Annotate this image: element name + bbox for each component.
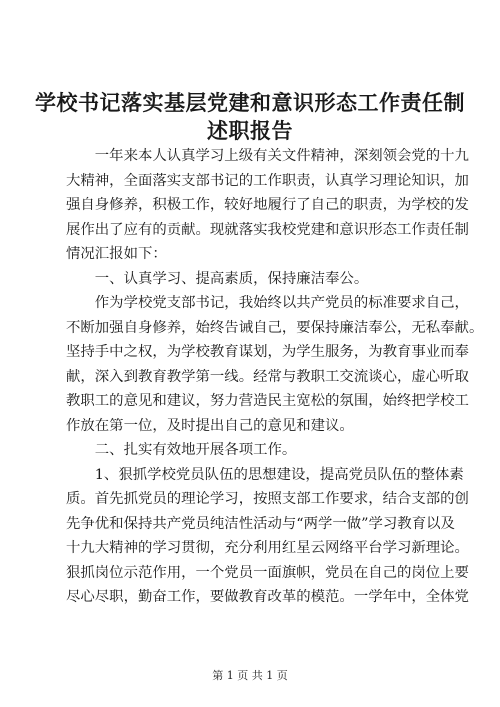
body-text-line: 教职工的意见和建议，努力营造民主宽松的氛围，始终把学校工 [66,393,469,409]
body-text-line: 先争优和保持共产党员纯洁性活动与“两学一做”学习教育以及 [66,515,455,532]
page-footer: 第 1 页 共 1 页 [212,669,288,682]
body-text-line: 一年来本人认真学习上级有关文件精神，深刻领会党的十九 [66,148,469,164]
body-text-line: 大精神，全面落实支部书记的工作职责，认真学习理论知识，加 [66,172,469,189]
body-text-line: 狠抓岗位示范作用，一个党员一面旗帜，党员在自己的岗位上要 [66,564,469,581]
body-text-line: 质。首先抓党员的理论学习，按照支部工作要求，结合支部的创 [66,491,469,507]
body-text-line: 强自身修养，积极工作，较好地履行了自己的职责，为学校的发 [66,197,469,213]
document-title-line-1: 学校书记落实基层党建和意识形态工作责任制 [35,90,465,115]
body-text-line: 作为学校党支部书记，我始终以共产党员的标准要求自己， [66,295,469,311]
body-text-line: 1、狠抓学校党员队伍的思想建设，提高党员队伍的整体素 [66,466,464,483]
body-text-line: 坚持手中之权，为学校教育谋划，为学生服务，为教育事业而奉 [66,344,469,360]
document-title-line-2: 述职报告 [207,118,293,143]
body-text-line: 情况汇报如下： [66,246,167,262]
body-text-line: 展作出了应有的贡献。现就落实我校党建和意识形态工作责任制 [66,221,469,238]
document-body [66,144,484,610]
body-text-line: 不断加强自身修养，始终告诫自己，要保持廉洁奉公，无私奉献。 [66,319,484,336]
body-text-line: 十九大精神的学习贯彻，充分利用红星云网络平台学习新理论。 [66,540,469,556]
body-text-line: 献，深入到教育教学第一线。经常与教职工交流谈心，虚心听取 [66,368,469,385]
body-text-line: 尽心尽职，勤奋工作，要做教育改革的模范。一学年中，全体党 [66,589,469,605]
body-text-line: 作放在第一位，及时提出自己的意见和建议。 [66,417,354,434]
body-text-line: 二、扎实有效地开展各项工作。 [66,442,297,458]
body-text-line: 一、认真学习、提高素质，保持廉洁奉公。 [66,270,369,287]
